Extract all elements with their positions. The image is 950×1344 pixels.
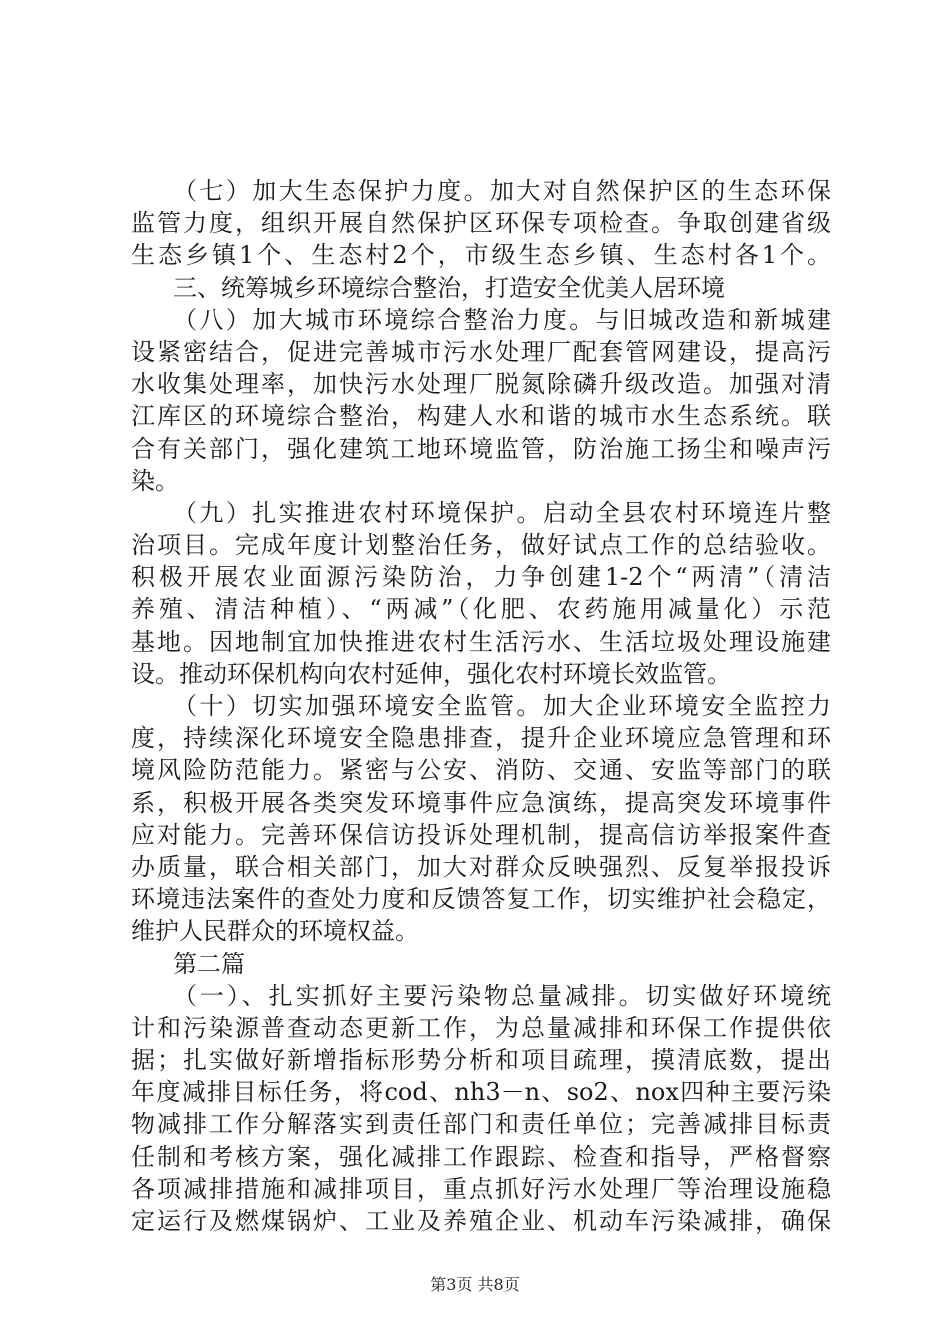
text-line: 第二篇: [173, 949, 245, 978]
text-line: 任制和考核方案，强化减排工作跟踪、检查和指导，严格督察: [131, 1142, 831, 1171]
text-line: 治项目。完成年度计划整治任务，做好试点工作的总结验收。: [131, 531, 831, 560]
text-line: 系，积极开展各类突发环境事件应急演练，提高突发环境事件: [131, 788, 831, 817]
text-line: （七）加大生态保护力度。加大对自然保护区的生态环保: [173, 177, 831, 205]
text-line: 维护人民群众的环境权益。: [131, 917, 419, 946]
text-line: 染。: [131, 466, 179, 495]
text-line: 度，持续深化环境安全隐患排查，提升企业环境应急管理和环: [131, 724, 831, 753]
text-line: 境风险防范能力。紧密与公安、消防、交通、安监等部门的联: [131, 756, 831, 785]
document-body: [131, 175, 831, 1237]
text-line: 江库区的环境综合整治，构建人水和谐的城市水生态系统。联: [131, 402, 831, 431]
text-line: （九）扎实推进农村环境保护。启动全县农村环境连片整: [173, 498, 831, 527]
text-line: 办质量，联合相关部门，加大对群众反映强烈、反复举报投诉: [131, 852, 831, 881]
text-line: 年度减排目标任务，将cod、nh3－n、so2、nox四种主要污染: [131, 1078, 831, 1107]
text-line: 环境违法案件的查处力度和反馈答复工作，切实维护社会稳定，: [131, 885, 831, 914]
text-line: 基地。因地制宜加快推进农村生活污水、生活垃圾处理设施建: [131, 627, 831, 656]
text-line: 计和污染源普查动态更新工作，为总量减排和环保工作提供依: [131, 1013, 831, 1042]
text-line: 积极开展农业面源污染防治，力争创建1-2个“两清”（清洁: [131, 563, 831, 592]
text-line: 各项减排措施和减排项目，重点抓好污水处理厂等治理设施稳: [131, 1174, 831, 1203]
page-number-footer: 第3页 共8页: [430, 1275, 520, 1294]
text-line: 合有关部门，强化建筑工地环境监管，防治施工扬尘和噪声污: [131, 434, 831, 463]
text-line: 养殖、清洁种植）、“两减”（化肥、农药施用减量化）示范: [131, 595, 831, 624]
text-line: 定运行及燃煤锅炉、工业及养殖企业、机动车污染减排，确保: [131, 1207, 831, 1235]
text-line: 三、统筹城乡环境综合整治，打造安全优美人居环境: [173, 273, 725, 302]
text-line: 水收集处理率，加快污水处理厂脱氮除磷升级改造。加强对清: [131, 370, 831, 399]
text-line: 监管力度，组织开展自然保护区环保专项检查。争取创建省级: [131, 209, 831, 238]
text-line: 设。推动环保机构向农村延伸，强化农村环境长效监管。: [131, 659, 731, 688]
text-line: 应对能力。完善环保信访投诉处理机制，提高信访举报案件查: [131, 820, 831, 849]
text-line: （一）、扎实抓好主要污染物总量减排。切实做好环境统: [173, 981, 831, 1010]
text-line: （十）切实加强环境安全监管。加大企业环境安全监控力: [173, 692, 831, 720]
text-line: 物减排工作分解落实到责任部门和责任单位；完善减排目标责: [131, 1110, 831, 1139]
text-line: （八）加大城市环境综合整治力度。与旧城改造和新城建: [173, 305, 831, 334]
text-line: 设紧密结合，促进完善城市污水处理厂配套管网建设，提高污: [131, 337, 831, 366]
text-line: 生态乡镇1个、生态村2个，市级生态乡镇、生态村各1个。: [131, 241, 831, 270]
text-line: 据；扎实做好新增指标形势分析和项目疏理，摸清底数，提出: [131, 1046, 831, 1075]
